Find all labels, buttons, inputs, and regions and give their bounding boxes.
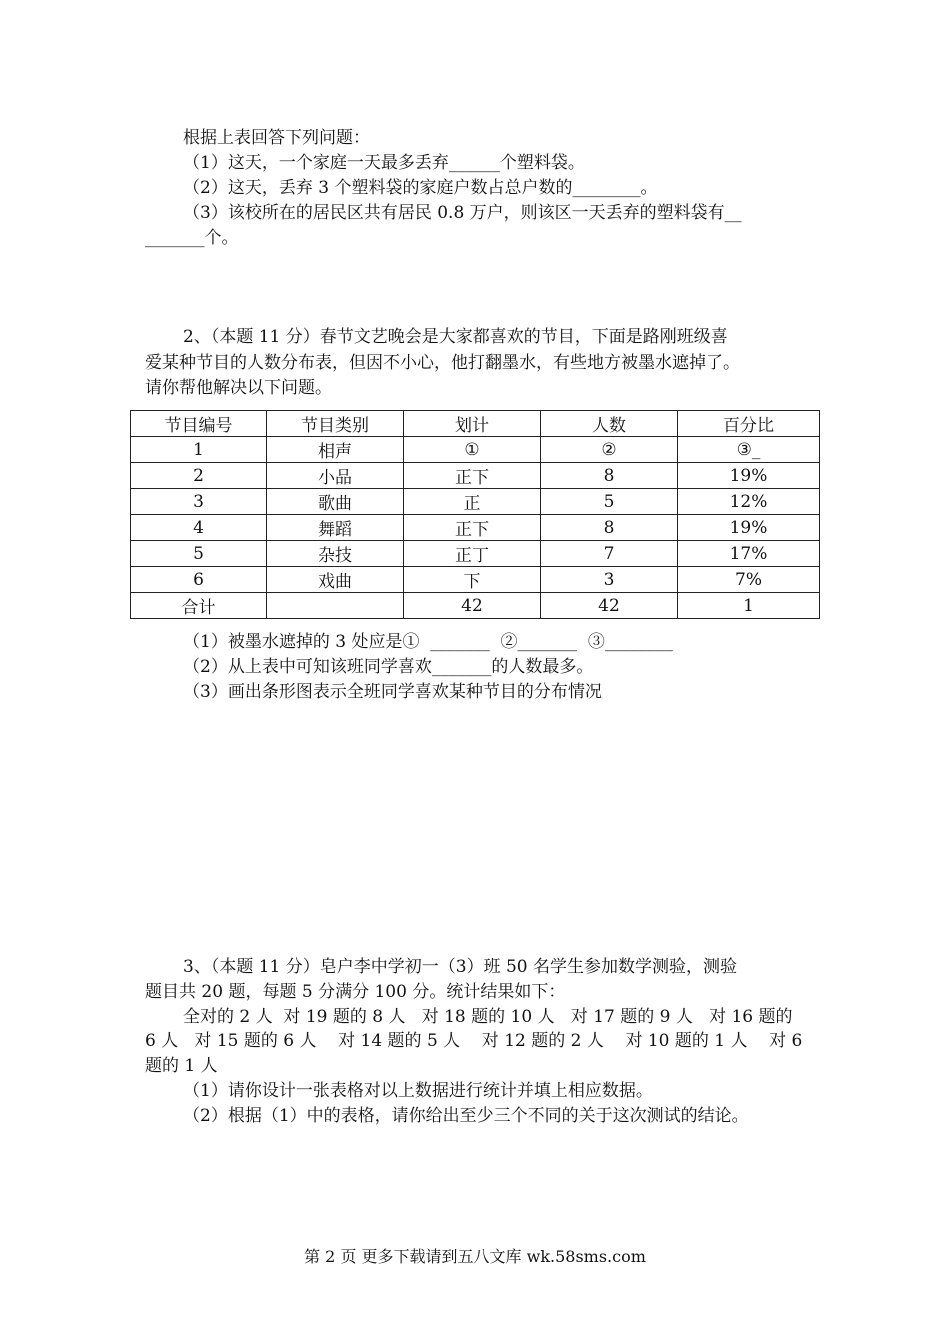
table-cell: 舞蹈: [267, 515, 404, 541]
q2-item-1: （1）被墨水遮掉的 3 处应是① _______ ②_______ ③________: [183, 632, 673, 652]
table-cell: 7%: [678, 567, 820, 593]
table-cell: 19%: [678, 463, 820, 489]
table-cell: 4: [131, 515, 267, 541]
q1-intro: 根据上表回答下列问题：: [183, 128, 370, 148]
table-cell: 1: [131, 437, 267, 463]
q2-item-2: （2）从上表中可知该班同学喜欢_______的人数最多。: [183, 657, 594, 677]
table-row: [131, 437, 820, 463]
q3-item-2: （2）根据（1）中的表格，请你给出至少三个不同的关于这次测试的结论。: [183, 1106, 749, 1126]
table-cell: 8: [541, 463, 678, 489]
table-cell: 12%: [678, 489, 820, 515]
table-cell: 1: [678, 593, 820, 619]
table-row: [131, 463, 820, 489]
table-cell: 3: [131, 489, 267, 515]
table-cell: 5: [541, 489, 678, 515]
table-row: [131, 541, 820, 567]
q3-stem-line-3: 全对的 2 人 对 19 题的 8 人 对 18 题的 10 人 对 17 题的 9 人 对 16 题的: [183, 1007, 793, 1027]
table-cell: 下: [404, 567, 541, 593]
q1-item-2: （2）这天，丢弃 3 个塑料袋的家庭户数占总户数的________。: [183, 178, 658, 198]
table-total-row: [131, 593, 820, 619]
header-cell: 百分比: [678, 411, 820, 437]
table-cell: 42: [541, 593, 678, 619]
header-cell: 节目编号: [131, 411, 267, 437]
header-cell: 划计: [404, 411, 541, 437]
table-cell: 2: [131, 463, 267, 489]
table-cell: 合计: [131, 593, 267, 619]
table-cell: ②: [541, 437, 678, 463]
table-cell: 3: [541, 567, 678, 593]
table-cell: 正丁: [404, 541, 541, 567]
table-cell: ③_: [678, 437, 820, 463]
q3-stem-line-1: 3、（本题 11 分）皂户李中学初一（3）班 50 名学生参加数学测验，测验: [183, 957, 738, 977]
table-cell: 42: [404, 593, 541, 619]
table-row: [131, 567, 820, 593]
header-cell: 人数: [541, 411, 678, 437]
q1-item-3: （3）该校所在的居民区共有居民 0.8 万户，则该区一天丢弃的塑料袋有__: [183, 203, 742, 223]
q3-item-1: （1）请你设计一张表格对以上数据进行统计并填上相应数据。: [183, 1081, 653, 1101]
table-cell: 7: [541, 541, 678, 567]
table-cell: 杂技: [267, 541, 404, 567]
table-cell: 小品: [267, 463, 404, 489]
table-cell: 17%: [678, 541, 820, 567]
q2-stem-line-2: 爱某种节目的人数分布表，但因不小心，他打翻墨水，有些地方被墨水遮掉了。: [145, 353, 740, 373]
table-row: [131, 489, 820, 515]
table-cell: 正下: [404, 463, 541, 489]
table-cell: [267, 593, 404, 619]
page-footer: 第 2 页 更多下载请到五八文库 wk.58sms.com: [304, 1247, 646, 1266]
table-cell: ①: [404, 437, 541, 463]
table-cell: 戏曲: [267, 567, 404, 593]
q3-stem-line-5: 题的 1 人: [145, 1056, 218, 1076]
q2-item-3: （3）画出条形图表示全班同学喜欢某种节目的分布情况: [183, 682, 602, 702]
q2-stem-line-1: 2、（本题 11 分）春节文艺晚会是大家都喜欢的节目，下面是路刚班级喜: [183, 327, 728, 347]
table-cell: 5: [131, 541, 267, 567]
table-cell: 相声: [267, 437, 404, 463]
q2-stem-line-3: 请你帮他解决以下问题。: [145, 378, 332, 398]
table-cell: 6: [131, 567, 267, 593]
table-row: [131, 515, 820, 541]
table-cell: 8: [541, 515, 678, 541]
table-header-row: [131, 411, 820, 437]
q3-stem-line-4: 6 人 对 15 题的 6 人 对 14 题的 5 人 对 12 题的 2 人 对 10 题的 1 人 对 6: [145, 1031, 803, 1051]
q1-item-1: （1）这天，一个家庭一天最多丢弃______个塑料袋。: [183, 153, 585, 173]
table-cell: 正: [404, 489, 541, 515]
header-cell: 节目类别: [267, 411, 404, 437]
table-cell: 19%: [678, 515, 820, 541]
program-distribution-table: [130, 410, 820, 619]
q3-stem-line-2: 题目共 20 题，每题 5 分满分 100 分。统计结果如下：: [145, 982, 566, 1002]
q1-item-3-cont: _______个。: [145, 228, 239, 248]
table-cell: 正下: [404, 515, 541, 541]
table-cell: 歌曲: [267, 489, 404, 515]
